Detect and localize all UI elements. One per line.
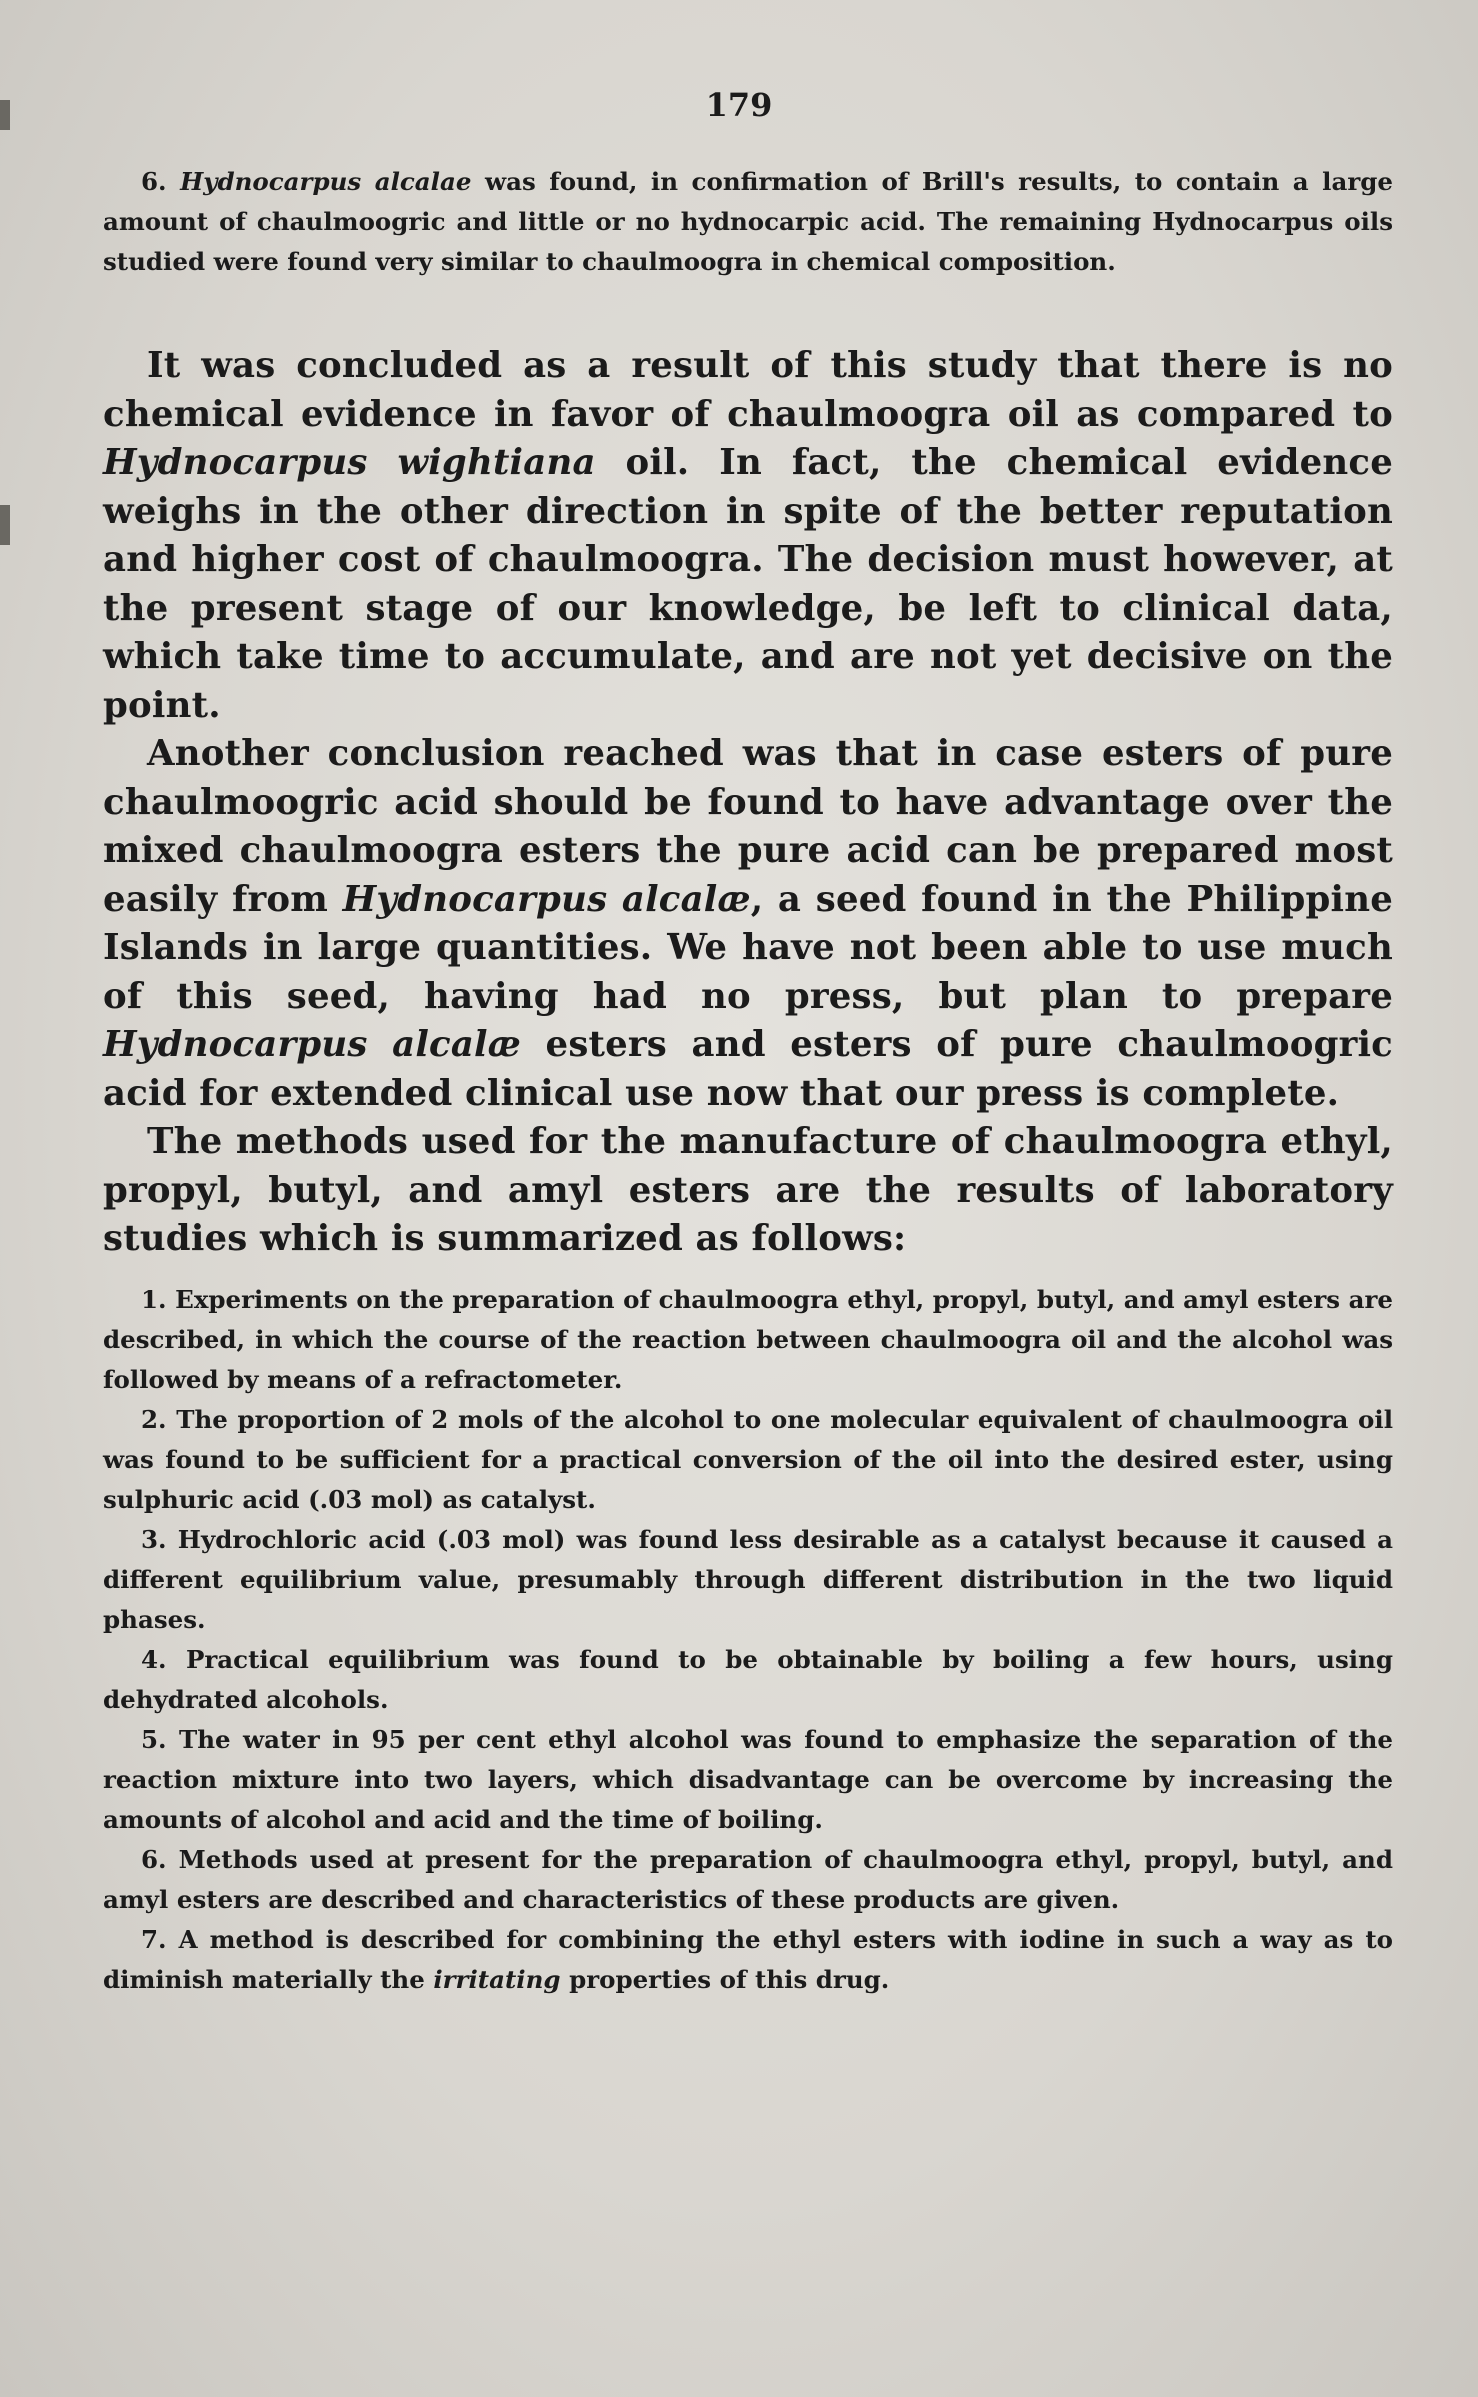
summary-list	[103, 1280, 1393, 2000]
summary-item: 5. The water in 95 per cent ethyl alcohol was found to emphasize the separation of the reaction mixture into two layers, which disadvantage can be overcome by increasing the amounts of alcohol and acid and the time of boiling.	[103, 1725, 1393, 1834]
summary-item: 2. The proportion of 2 mols of the alcohol to one molecular equivalent of chaulmoogra oil was found to be sufficient for a practical conversion of the oil into the desired ester, using sulphuric acid (.03 mol) as catalyst.	[103, 1405, 1393, 1514]
body-paragraphs	[103, 342, 1393, 1264]
summary-item: 3. Hydrochloric acid (.03 mol) was found less desirable as a catalyst because it caused a different equilibrium value, presumably through different distribution in the two liquid phases.	[103, 1525, 1393, 1634]
species-name: Hydnocarpus alcalae	[180, 167, 472, 196]
species-name: Hydnocarpus alcalæ	[103, 1024, 522, 1065]
species-name: Hydnocarpus wightiana	[103, 442, 596, 483]
summary-item-6-continuation	[103, 162, 1393, 282]
scan-edge-mark	[0, 505, 10, 545]
paragraph-methods: The methods used for the manufacture of chaulmoogra ethyl, propyl, butyl, and amyl esters are the results of laboratory studies which is summarized as follows:	[103, 1121, 1393, 1259]
summary-item: 4. Practical equilibrium was found to be obtainable by boiling a few hours, using dehydrated alcohols.	[103, 1645, 1393, 1714]
item-number: 6.	[141, 167, 167, 196]
page-number: 179	[705, 86, 773, 124]
species-name: Hydnocarpus alcalæ	[342, 878, 751, 920]
item-text: was found, in confirmation of Brill's results, to contain a large amount of chaulmoogric and little or no hydnocarpic acid. The remaining Hydnocarpus oils studied were found very similar to chaulmoogra in chemical composition.	[103, 167, 1393, 276]
summary-item-7: 7. A method is described for combining the ethyl esters with iodine in such a way as to diminish materially the irritating properties of this drug.	[103, 1925, 1393, 1994]
summary-item: 1. Experiments on the preparation of chaulmoogra ethyl, propyl, butyl, and amyl esters are described, in which the course of the reaction between chaulmoogra oil and the alcohol was followed by means of a refractometer.	[103, 1285, 1393, 1394]
summary-item: 6. Methods used at present for the preparation of chaulmoogra ethyl, propyl, butyl, and amyl esters are described and characteristics of these products are given.	[103, 1845, 1393, 1914]
paragraph-conclusion: It was concluded as a result of this study that there is no chemical evidence in favor of chaulmoogra oil as compared to Hydnocarpus wightiana oil. In fact, the chemical evidence weighs in the other direction in spite of the better reputation and higher cost of chaulmoogra. The decision must however, at the present stage of our knowledge, be left to clinical data, which take time to accumulate, and are not yet decisive on the point.	[103, 345, 1393, 726]
intro-item	[103, 162, 1393, 282]
paragraph-another-conclusion: Another conclusion reached was that in case esters of pure chaulmoogric acid should be found to have advantage over the mixed chaulmoogra esters the pure acid can be prepared most easily from Hydnocarpus alcalæ, a seed found in the Philippine Islands in large quantities. We have not been able to use much of this seed, having had no press, but plan to prepare Hydnocarpus alcalæ esters and esters of pure chaulmoogric acid for extended clinical use now that our press is complete.	[103, 733, 1393, 1114]
